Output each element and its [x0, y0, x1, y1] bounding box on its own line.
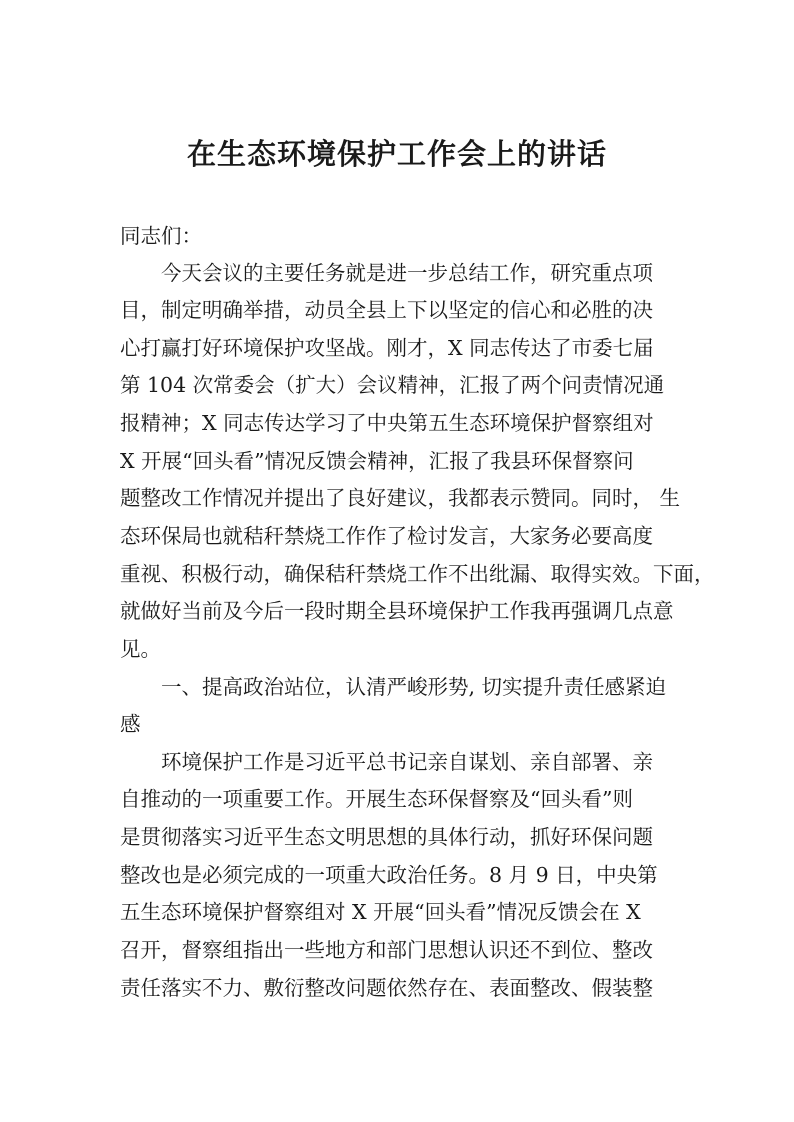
text-line: 题整改工作情况并提出了良好建议，我都表示赞同。同时， 生: [120, 486, 681, 510]
text-line: 今天会议的主要任务就是进一步总结工作，研究重点项: [161, 261, 653, 285]
section-heading-line: 一、提高政治站位，认清严峻形势, 切实提升责任感紧迫: [161, 675, 667, 699]
text-line: 第 104 次常委会（扩大）会议精神，汇报了两个问责情况通: [120, 373, 665, 397]
text-line: 整改也是必须完成的一项重大政治任务。8 月 9 日，中央第: [120, 863, 658, 887]
section-heading-line: 感: [120, 712, 141, 736]
text-line: 责任落实不力、敷衍整改问题依然存在、表面整改、假装整: [120, 976, 653, 1000]
text-line: 召开，督察组指出一些地方和部门思想认识还不到位、整改: [120, 938, 653, 962]
text-line: 是贯彻落实习近平生态文明思想的具体行动，抓好环保问题: [120, 825, 653, 849]
text-line: X 开展“回头看”情况反馈会精神，汇报了我县环保督察问: [120, 449, 634, 473]
text-line: 心打赢打好环境保护攻坚战。刚才，X 同志传达了市委七届: [120, 336, 654, 360]
text-line: 自推动的一项重要工作。开展生态环保督察及“回头看”则: [120, 787, 633, 811]
text-line: 目，制定明确举措，动员全县上下以坚定的信心和必胜的决: [120, 298, 653, 322]
text-line: 环境保护工作是习近平总书记亲自谋划、亲自部署、亲: [161, 750, 653, 774]
text-line: 见。: [120, 637, 161, 661]
salutation-line: 同志们：: [120, 224, 202, 248]
text-line: 重视、积极行动，确保秸秆禁烧工作不出纰漏、取得实效。下面，: [120, 562, 715, 586]
document-title: 在生态环境保护工作会上的讲话: [186, 137, 607, 171]
text-line: 就做好当前及今后一段时期全县环境保护工作我再强调几点意: [120, 599, 674, 623]
text-line: 报精神；X 同志传达学习了中央第五生态环境保护督察组对: [120, 411, 654, 435]
text-line: 态环保局也就秸秆禁烧工作作了检讨发言，大家务必要高度: [120, 524, 653, 548]
text-line: 五生态环境保护督察组对 X 开展“回头看”情况反馈会在 X: [120, 900, 641, 924]
